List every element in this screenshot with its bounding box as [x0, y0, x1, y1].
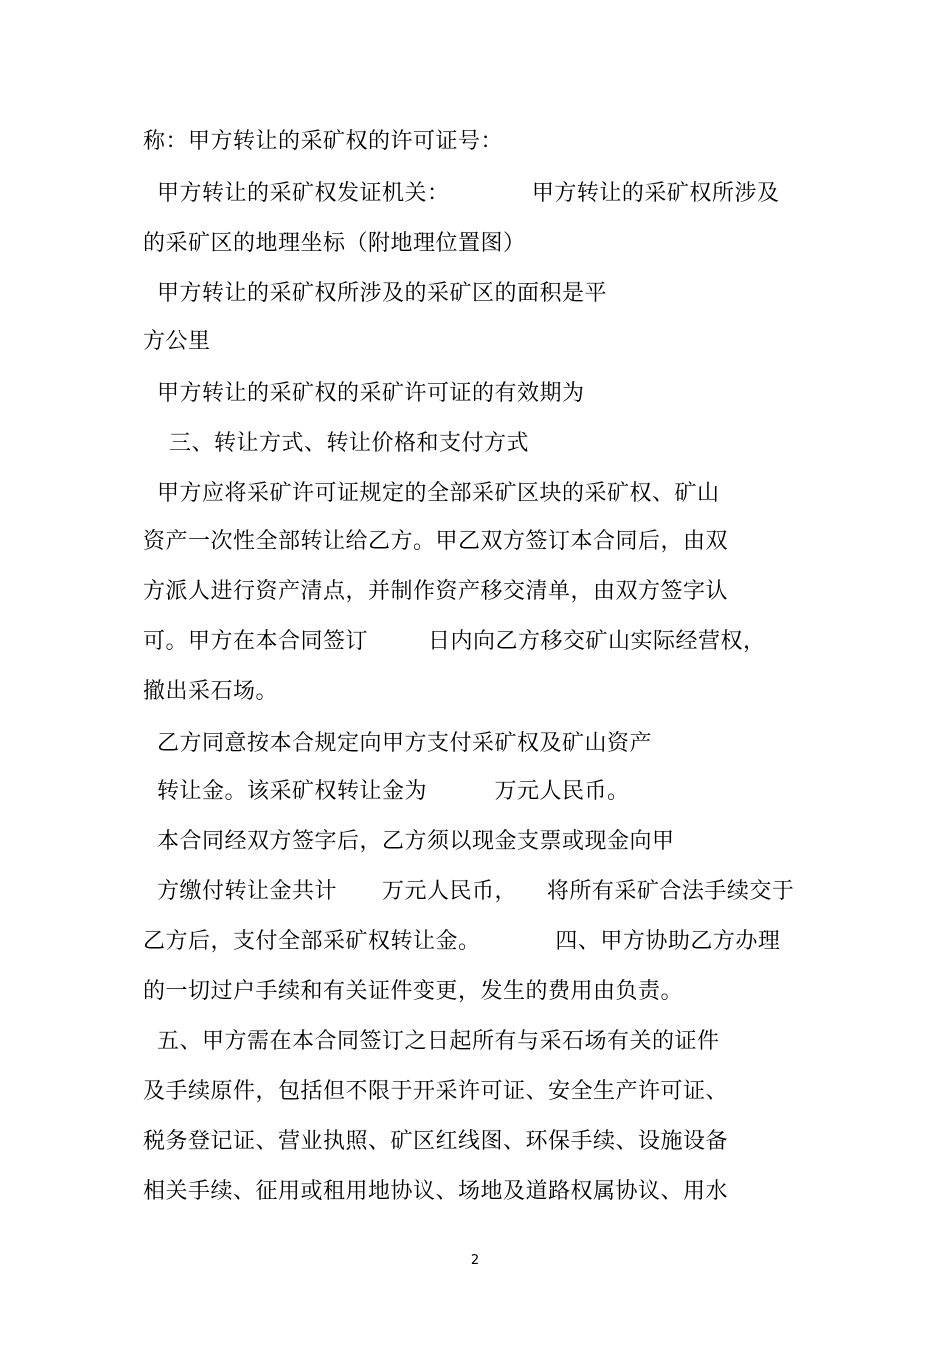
- text-line: 本合同经双方签字后，乙方须以现金支票或现金向甲: [157, 829, 675, 854]
- text-line: 转让金。该采矿权转让金为 万元人民币。: [157, 779, 630, 804]
- text-line: 的一切过户手续和有关证件变更，发生的费用由负责。: [143, 979, 684, 1004]
- text-line: 甲方转让的采矿权的采矿许可证的有效期为: [157, 381, 585, 406]
- text-line: 方公里: [143, 329, 211, 354]
- text-line: 方缴付转让金共计 万元人民币， 将所有采矿合法手续交于: [157, 879, 795, 904]
- section-heading: 三、转让方式、转让价格和支付方式: [169, 431, 530, 456]
- text-line: 称：甲方转让的采矿权的许可证号：: [143, 129, 504, 154]
- text-line: 乙方同意按本合规定向甲方支付采矿权及矿山资产: [157, 731, 653, 756]
- text-line: 可。甲方在本合同签订 日内向乙方移交矿山实际经营权，: [143, 629, 766, 654]
- text-line: 甲方转让的采矿权所涉及的采矿区的面积是平: [157, 281, 608, 306]
- text-line: 乙方后，支付全部采矿权转让金。 四、甲方协助乙方办理: [143, 929, 781, 954]
- text-line: 五、甲方需在本合同签订之日起所有与采石场有关的证件: [157, 1029, 720, 1054]
- text-line: 资产一次性全部转让给乙方。甲乙双方签订本合同后，由双: [143, 529, 729, 554]
- text-line: 甲方应将采矿许可证规定的全部采矿区块的采矿权、矿山: [157, 481, 720, 506]
- text-line: 及手续原件，包括但不限于开采许可证、安全生产许可证、: [143, 1079, 729, 1104]
- page-number: 2: [470, 1253, 480, 1268]
- text-line: 的采矿区的地理坐标（附地理位置图）: [143, 231, 526, 256]
- text-line: 税务登记证、营业执照、矿区红线图、环保手续、设施设备: [143, 1129, 729, 1154]
- text-line: 撤出采石场。: [143, 679, 279, 704]
- text-line: 相关手续、征用或租用地协议、场地及道路权属协议、用水: [143, 1179, 729, 1204]
- text-line: 方派人进行资产清点，并制作资产移交清单，由双方签字认: [143, 579, 729, 604]
- text-line: 甲方转让的采矿权发证机关： 甲方转让的采矿权所涉及: [157, 181, 780, 206]
